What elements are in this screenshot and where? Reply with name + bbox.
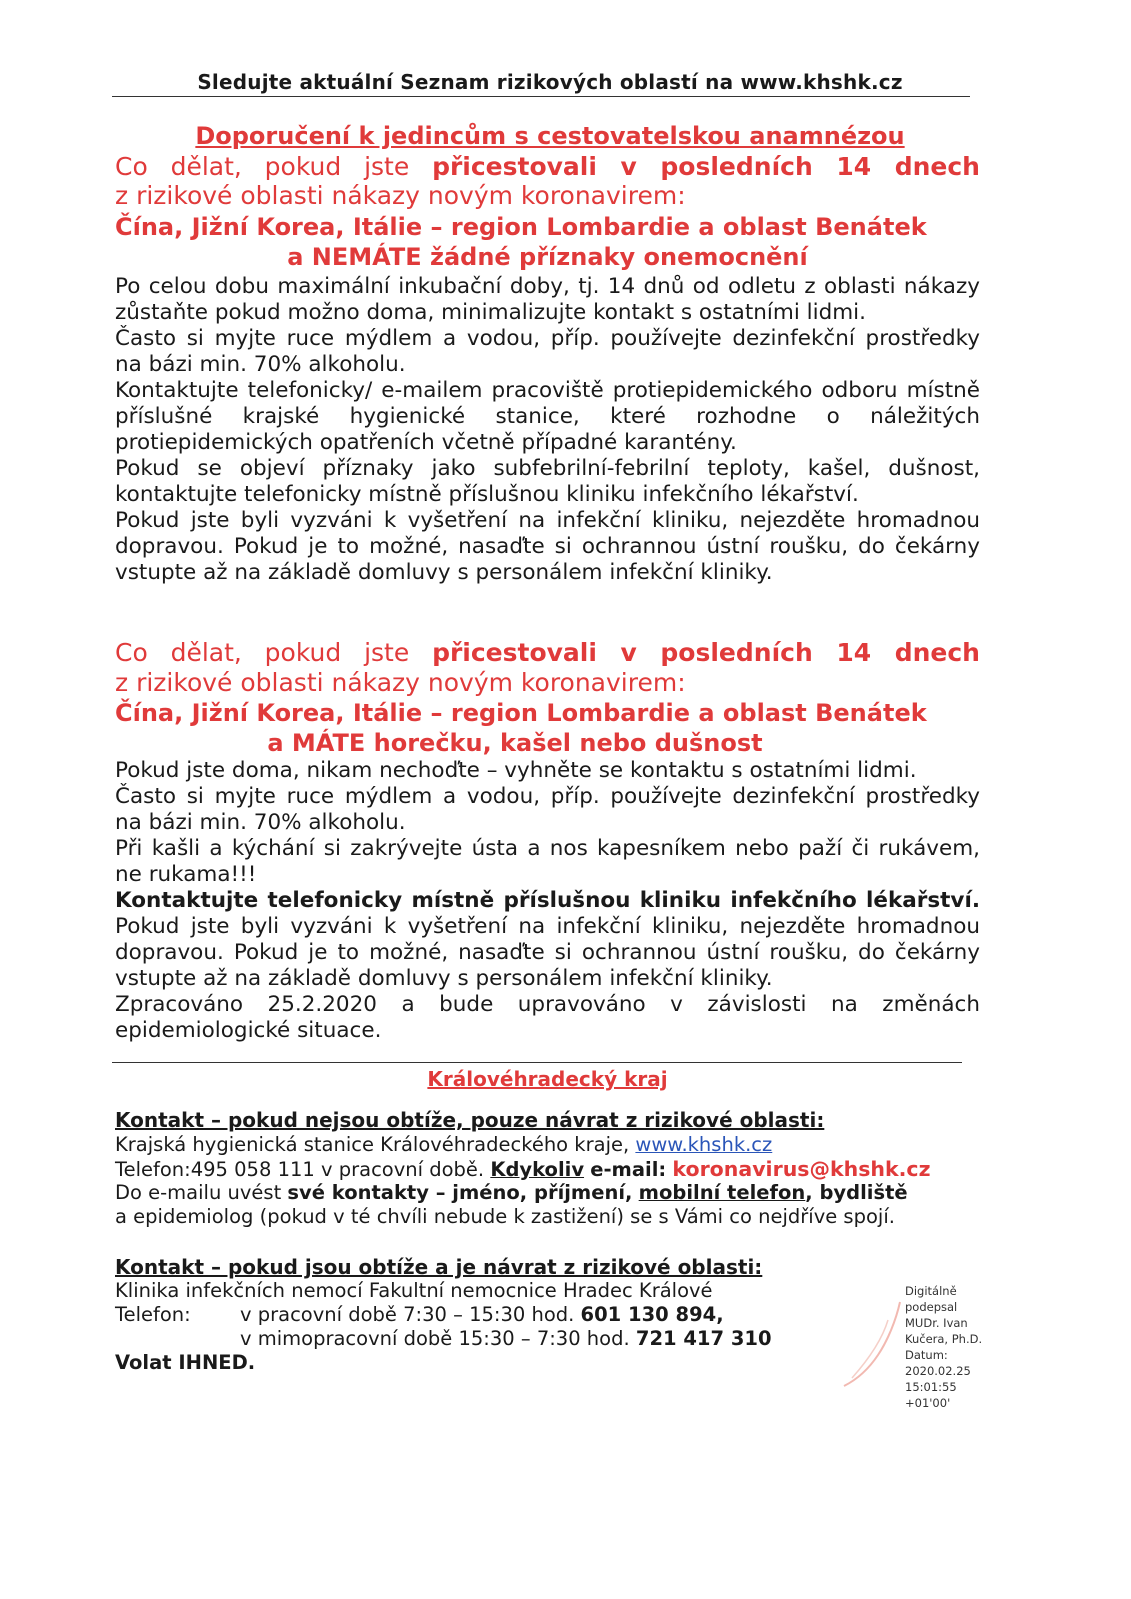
top-divider — [112, 96, 970, 97]
section1-line: protiepidemických opatřeních včetně případné karantény. — [115, 430, 737, 455]
contact1-line3-a: Do e-mailu uvést — [115, 1181, 282, 1204]
section1-areas: Čína, Jižní Korea, Itálie – region Lombardie a oblast Benátek — [115, 213, 927, 241]
contact2-offhours-phone[interactable]: 721 417 310 — [635, 1327, 772, 1350]
section2-line: Pokud jste byli vyzváni k vyšetření na infekční kliniku, nejezděte hromadnou — [115, 914, 980, 939]
signature-line: Kučera, Ph.D. — [905, 1332, 983, 1346]
signature-line: Digitálně — [905, 1284, 957, 1298]
section2-intro — [115, 638, 980, 668]
contact1-line1-text: Krajská hygienická stanice Královéhradeckého kraje, — [115, 1133, 630, 1156]
digital-signature — [905, 1283, 995, 1411]
section2-line: Zpracováno 25.2.2020 a bude upravováno v závislosti na změnách — [115, 992, 980, 1017]
contact2-offhours-line — [115, 1327, 835, 1351]
contact1-line4: a epidemiolog (pokud v té chvíli nebude k zastižení) se s Vámi co nejdříve spojí. — [115, 1205, 895, 1228]
section1-line: Pokud se objeví příznaky jako subfebrilní-febrilní teploty, kašel, dušnost, — [115, 456, 980, 481]
section2-bold-line: Kontaktujte telefonicky místně příslušnou kliniku infekčního lékařství. — [115, 888, 980, 913]
contact2-clinic: Klinika infekčních nemocí Fakultní nemocnice Hradec Králové — [115, 1279, 713, 1302]
section1-line: na bázi min. 70% alkoholu. — [115, 352, 406, 377]
contact2-work-line — [115, 1303, 835, 1327]
section2-condition: a MÁTE horečku, kašel nebo dušnost — [267, 729, 763, 757]
khshk-link[interactable]: www.khshk.cz — [635, 1133, 773, 1156]
section1-condition: a NEMÁTE žádné příznaky onemocnění — [287, 243, 808, 271]
signature-mark-icon — [838, 1300, 908, 1390]
signature-line: podepsal — [905, 1300, 958, 1314]
contact1-line3-b: své kontakty – jméno, příjmení, — [287, 1181, 633, 1204]
section2-intro-c: z rizikové oblasti nákazy novým koronavirem: — [115, 668, 686, 697]
contact1-line3-c: mobilní telefon — [638, 1181, 806, 1204]
signature-line: 2020.02.25 — [905, 1364, 971, 1378]
contact1-line3-d: , bydliště — [805, 1181, 908, 1204]
contact2-work-text: v pracovní době 7:30 – 15:30 hod. — [240, 1303, 575, 1326]
contact1-phone-text: Telefon:495 058 111 v pracovní době. — [115, 1158, 485, 1181]
top-note: Sledujte aktuální Seznam rizikových oblastí na www.khshk.cz — [197, 70, 903, 94]
section1-line: zůstaňte pokud možno doma, minimalizujte kontakt s ostatními lidmi. — [115, 300, 866, 325]
section2-line: Při kašli a kýchání si zakrývejte ústa a nos kapesníkem nebo paží či rukávem, — [115, 836, 980, 861]
signature-line: +01'00' — [905, 1396, 951, 1410]
section2-line: na bázi min. 70% alkoholu. — [115, 810, 406, 835]
section1-line: Pokud jste byli vyzváni k vyšetření na infekční kliniku, nejezděte hromadnou — [115, 508, 980, 533]
section1-intro — [115, 152, 980, 182]
section2-line: dopravou. Pokud je to možné, nasaďte si ochrannou ústní roušku, do čekárny — [115, 940, 980, 965]
signature-line: Datum: — [905, 1348, 948, 1362]
region-title: Královéhradecký kraj — [427, 1067, 668, 1091]
contact2-offhours-text: v mimopracovní době 15:30 – 7:30 hod. — [240, 1327, 630, 1350]
section1-line: Často si myjte ruce mýdlem a vodou, příp. používejte dezinfekční prostředky — [115, 326, 980, 351]
contact2-heading: Kontakt – pokud jsou obtíže a je návrat z rizikové oblasti: — [115, 1255, 763, 1279]
section1-line: Kontaktujte telefonicky/ e-mailem pracoviště protiepidemického odboru místně — [115, 378, 980, 403]
contact1-email-label: e-mail: — [590, 1158, 667, 1181]
section1-line: Po celou dobu maximální inkubační doby, tj. 14 dnů od odletu z oblasti nákazy — [115, 274, 980, 299]
section2-line: ne rukama!!! — [115, 862, 257, 887]
section1-intro-b: přicestovali v posledních 14 dnech — [432, 152, 980, 181]
contact2-phone-label: Telefon: — [115, 1303, 191, 1326]
contact1-phone-line — [115, 1157, 980, 1182]
section2-areas: Čína, Jižní Korea, Itálie – region Lombardie a oblast Benátek — [115, 699, 927, 727]
contact2-work-phone[interactable]: 601 130 894, — [580, 1303, 724, 1326]
section1-line: příslušné krajské hygienické stanice, které rozhodne o náležitých — [115, 404, 980, 429]
signature-line: MUDr. Ivan — [905, 1316, 968, 1330]
section1-intro-c: z rizikové oblasti nákazy novým koronavirem: — [115, 181, 686, 210]
section2-intro-b: přicestovali v posledních 14 dnech — [432, 638, 980, 667]
contact1-heading: Kontakt – pokud nejsou obtíže, pouze návrat z rizikové oblasti: — [115, 1108, 825, 1132]
section2-line: epidemiologické situace. — [115, 1018, 382, 1043]
contact1-email[interactable]: koronavirus@khshk.cz — [672, 1157, 931, 1181]
contact2-call-now: Volat IHNED. — [115, 1351, 256, 1374]
section2-line: Pokud jste doma, nikam nechoďte – vyhněte se kontaktu s ostatními lidmi. — [115, 758, 917, 783]
section1-intro-a: Co dělat, pokud jste — [115, 152, 410, 181]
signature-line: 15:01:55 — [905, 1380, 957, 1394]
section2-line: Často si myjte ruce mýdlem a vodou, příp. používejte dezinfekční prostředky — [115, 784, 980, 809]
section1-line: dopravou. Pokud je to možné, nasaďte si ochrannou ústní roušku, do čekárny — [115, 534, 980, 559]
bottom-divider — [112, 1062, 962, 1063]
contact1-line3 — [115, 1181, 980, 1205]
contact1-anytime: Kdykoliv — [490, 1158, 585, 1181]
contact1-line1 — [115, 1133, 980, 1157]
section2-line: vstupte až na základě domluvy s personálem infekční kliniky. — [115, 966, 773, 991]
section1-line: vstupte až na základě domluvy s personálem infekční kliniky. — [115, 560, 773, 585]
section1-heading: Doporučení k jedincům s cestovatelskou anamnézou — [195, 122, 905, 150]
section1-line: kontaktujte telefonicky místně příslušnou kliniku infekčního lékařství. — [115, 482, 859, 507]
section2-intro-a: Co dělat, pokud jste — [115, 638, 410, 667]
